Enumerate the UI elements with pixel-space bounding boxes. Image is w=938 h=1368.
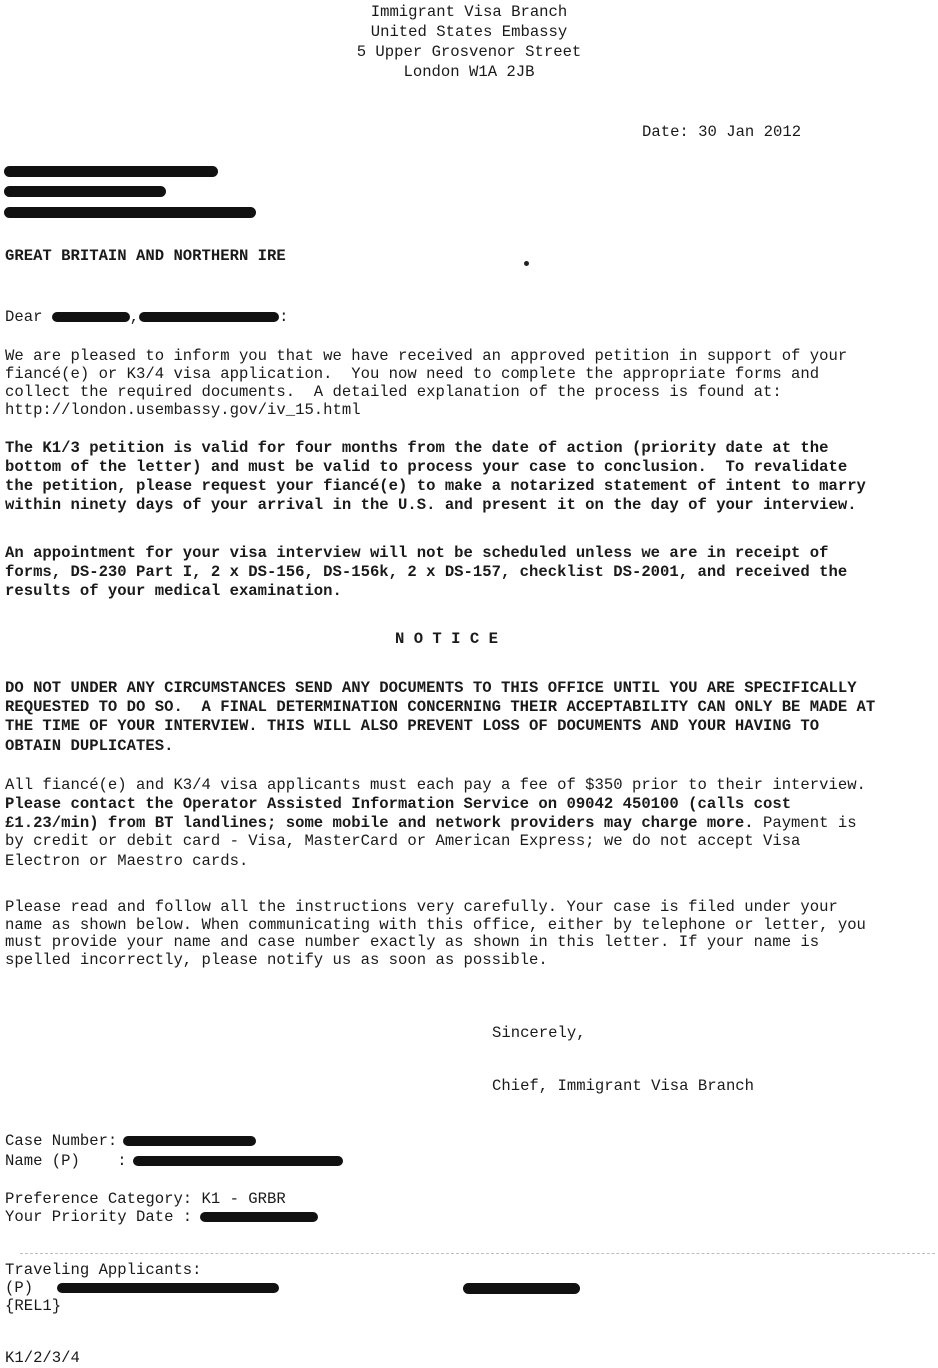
country-line: GREAT BRITAIN AND NORTHERN IRE xyxy=(5,247,286,265)
traveling-applicant-principal xyxy=(5,1279,279,1298)
fee-line-3-rest: Payment is xyxy=(753,814,857,832)
priority-date-row xyxy=(5,1208,318,1227)
fee-line-2: Please contact the Operator Assisted Information Service on 09042 450100 (calls cost xyxy=(5,795,792,813)
process-url: http://london.usembassy.gov/iv_15.html xyxy=(5,401,361,419)
notice-line-1: DO NOT UNDER ANY CIRCUMSTANCES SEND ANY DOCUMENTS TO THIS OFFICE UNTIL YOU ARE SPECIFICALLY xyxy=(5,679,857,697)
embassy-city: London W1A 2JB xyxy=(403,63,535,81)
appointment-line-1: An appointment for your visa interview will not be scheduled unless we are in receipt of xyxy=(5,544,829,562)
preference-category: Preference Category: K1 - GRBR xyxy=(5,1190,286,1208)
validity-line-1: The K1/3 petition is valid for four months from the date of action (priority date at the xyxy=(5,439,829,457)
embassy-name: United States Embassy xyxy=(370,23,568,41)
appointment-line-3: results of your medical examination. xyxy=(5,582,342,600)
priority-date-label: Your Priority Date : xyxy=(5,1208,193,1226)
redacted-applicant-detail xyxy=(463,1283,580,1294)
name-label: Name (P) : xyxy=(5,1152,127,1170)
redacted-priority-date xyxy=(200,1212,318,1222)
notice-line-4: OBTAIN DUPLICATES. xyxy=(5,737,174,755)
notice-line-2: REQUESTED TO DO SO. A FINAL DETERMINATION CONCERNING THEIR ACCEPTABILITY CAN ONLY BE MADE AT xyxy=(5,698,876,716)
instructions-line-1: Please read and follow all the instructions very carefully. Your case is filed under your xyxy=(5,898,838,916)
case-number-row xyxy=(5,1132,256,1151)
intro-line-3: collect the required documents. A detailed explanation of the process is found at: xyxy=(5,383,782,401)
scan-speck xyxy=(524,261,529,266)
instructions-line-3: must provide your name and case number exactly as shown in this letter. If your name is xyxy=(5,933,820,951)
case-number-label: Case Number: xyxy=(5,1132,118,1150)
fee-line-1: All fiancé(e) and K3/4 visa applicants must each pay a fee of $350 prior to their interview. xyxy=(5,776,866,794)
notice-heading: N O T I C E xyxy=(395,630,498,648)
redacted-given-name xyxy=(139,312,279,322)
salutation-dear: Dear xyxy=(5,308,43,326)
redacted-case-number xyxy=(123,1136,256,1146)
redacted-name xyxy=(133,1156,343,1166)
signature: Chief, Immigrant Visa Branch xyxy=(492,1077,755,1095)
redacted-surname xyxy=(52,312,130,322)
fee-line-3-bold: £1.23/min) from BT landlines; some mobile and network providers may charge more. xyxy=(5,814,754,832)
embassy-street: 5 Upper Grosvenor Street xyxy=(356,43,582,61)
validity-line-3: the petition, please request your fiancé(e) to make a notarized statement of intent to marry xyxy=(5,477,866,495)
fee-line-5: Electron or Maestro cards. xyxy=(5,852,249,870)
intro-line-1: We are pleased to inform you that we have received an approved petition in support of your xyxy=(5,347,848,365)
embassy-branch: Immigrant Visa Branch xyxy=(370,3,568,21)
salutation xyxy=(5,308,289,327)
redacted-applicant-name xyxy=(57,1283,279,1293)
closing: Sincerely, xyxy=(492,1024,586,1042)
redacted-address-line-2 xyxy=(4,186,166,197)
name-row xyxy=(5,1152,343,1171)
validity-line-2: bottom of the letter) and must be valid to process your case to conclusion. To revalidate xyxy=(5,458,848,476)
salutation-comma: , xyxy=(129,308,140,326)
instructions-line-2: name as shown below. When communicating with this office, either by telephone or letter, you xyxy=(5,916,866,934)
instructions-line-4: spelled incorrectly, please notify us as soon as possible. xyxy=(5,951,548,969)
notice-line-3: THE TIME OF YOUR INTERVIEW. THIS WILL ALSO PREVENT LOSS OF DOCUMENTS AND YOUR HAVING TO xyxy=(5,717,820,735)
redacted-address-line-3 xyxy=(4,207,256,218)
intro-line-2: fiancé(e) or K3/4 visa application. You now need to complete the appropriate forms and xyxy=(5,365,820,383)
validity-line-4: within ninety days of your arrival in the U.S. and present it on the day of your interview. xyxy=(5,496,857,514)
traveling-applicants-label: Traveling Applicants: xyxy=(5,1261,202,1279)
fee-line-3 xyxy=(5,814,857,833)
scan-faint-rule xyxy=(20,1253,935,1254)
appointment-line-2: forms, DS-230 Part I, 2 x DS-156, DS-156k, 2 x DS-157, checklist DS-2001, and received the xyxy=(5,563,848,581)
redacted-address-line-1 xyxy=(4,166,218,177)
principal-marker: (P) xyxy=(5,1279,34,1297)
footer-code: K1/2/3/4 xyxy=(5,1349,80,1367)
fee-line-4: by credit or debit card - Visa, MasterCard or American Express; we do not accept Visa xyxy=(5,832,801,850)
salutation-colon: : xyxy=(279,308,289,326)
relative-marker: {REL1} xyxy=(5,1297,62,1315)
letter-date: Date: 30 Jan 2012 xyxy=(642,123,802,141)
